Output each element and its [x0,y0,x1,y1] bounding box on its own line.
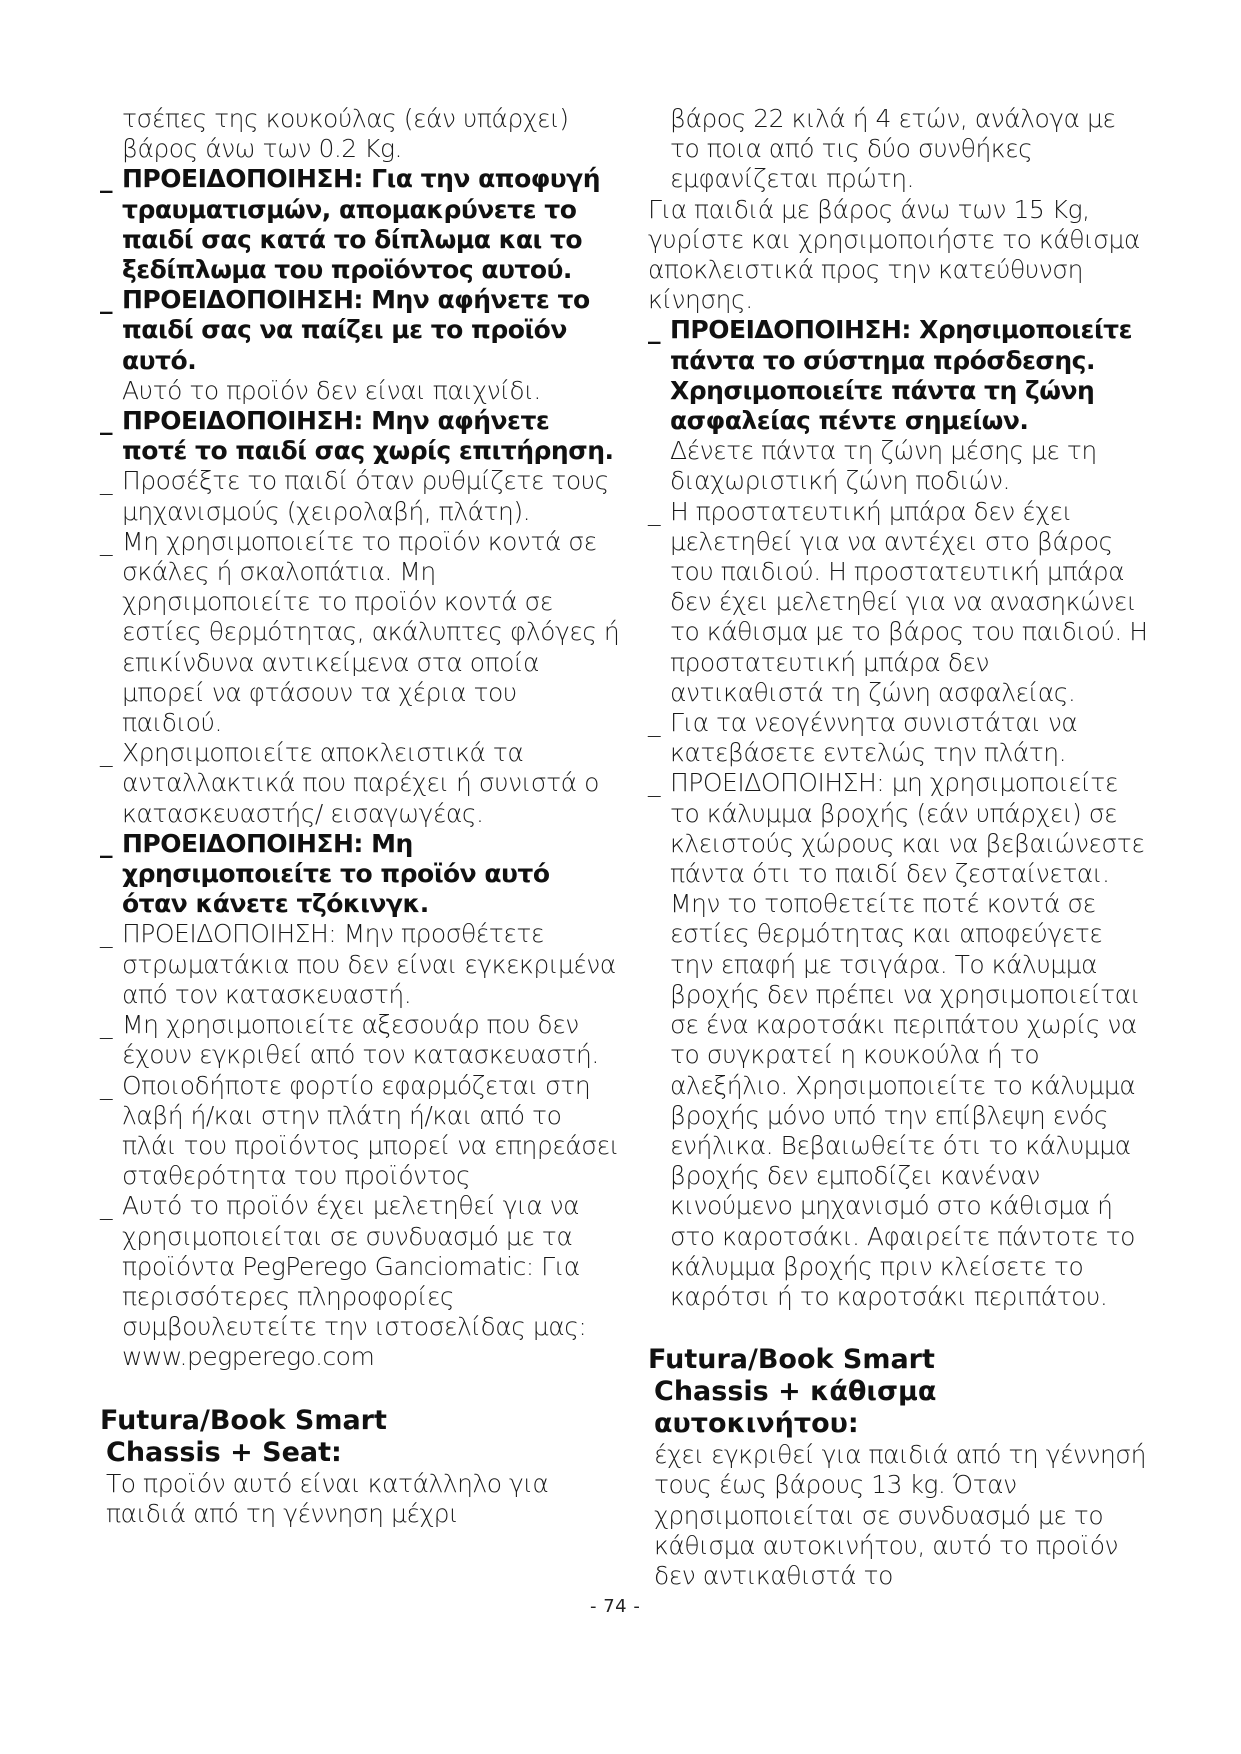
item-text: ΠΡΟΕΙΔΟΠΟΙΗΣΗ: Για την αποφυγή τραυματισμών, απομακρύνετε το παιδί σας κατά το δίπλωμα και το ξεδίπλωμα του προϊόντος αυτού. [122,164,601,285]
item-text: ΠΡΟΕΙΔΟΠΟΙΗΣΗ: Μην αφήνετε το παιδί σας να παίζει με το προϊόν αυτό. [122,285,590,375]
list-item [100,738,620,829]
left-warning-list [100,164,620,1372]
dash-bullet: _ [100,466,112,496]
right-intro-text: βάρος 22 κιλά ή 4 ετών, ανάλογα με το ποια από τις δύο συνθήκες εμφανίζεται πρώτη. [670,104,1116,194]
dash-bullet: _ [100,526,112,556]
dash-bullet: _ [100,164,112,194]
left-section-heading-1: Futura/Book Smart [100,1404,387,1436]
left-section-heading-2: Chassis + Seat: [106,1436,342,1468]
list-item [100,527,620,738]
list-item [100,1071,620,1192]
item-text: Αυτό το προϊόν έχει μελετηθεί για να χρησιμοποιείται σε συνδυασμό με τα προϊόντα PegPerego Ganciomatic: Για περισσότερες πληροφορίες συμβουλευτείτε την ιστοσελίδας μας: www.pegperego.com [122,1191,587,1372]
list-item [648,768,1148,1312]
left-section-body: Το προϊόν αυτό είναι κατάλληλο για παιδιά από τη γέννηση μέχρι [106,1468,549,1528]
warning-item [648,315,1148,436]
warning-item [100,164,620,285]
list-item [100,1191,620,1372]
warning-item [100,285,620,376]
warning-item [100,829,620,920]
dash-bullet: _ [648,708,660,738]
dash-bullet: _ [100,1191,112,1221]
right-section-heading-1: Futura/Book Smart [648,1344,935,1376]
warning-item [100,406,620,466]
page-number: - 74 - [590,1596,641,1617]
list-item [648,436,1148,496]
dash-bullet: _ [648,315,660,345]
right-column [648,104,1148,1591]
list-item [100,1010,620,1070]
item-text: ΠΡΟΕΙΔΟΠΟΙΗΣΗ: Μην προσθέτετε στρωματάκια που δεν είναι εγκεκριμένα από τον κατασκευαστή. [122,919,616,1009]
item-text: Δένετε πάντα τη ζώνη μέσης με τη διαχωριστική ζώνη ποδιών. [670,436,1097,496]
dash-bullet: _ [100,919,112,949]
list-item [100,919,620,1010]
list-item [100,466,620,526]
item-text: Αυτό το προϊόν δεν είναι παιχνίδι. [122,375,541,405]
item-text: Μη χρησιμοποιείτε το προϊόν κοντά σε σκάλες ή σκαλοπάτια. Μη χρησιμοποιείτε το προϊόν κοντά σε εστίες θερμότητας, ακάλυπτες φλόγες ή επικίνδυνα αντικείμενα στα οποία μπορεί να φτάσουν τα χέρια του παιδιού. [122,526,620,738]
item-text: Μη χρησιμοποιείτε αξεσουάρ που δεν έχουν εγκριθεί από τον κατασκευαστή. [122,1010,599,1070]
list-item [100,376,620,406]
dash-bullet: _ [648,496,660,526]
left-column [100,104,620,1529]
item-text: ΠΡΟΕΙΔΟΠΟΙΗΣΗ: Χρησιμοποιείτε πάντα το σύστημα πρόσδεσης. Χρησιμοποιείτε πάντα τη ζώνη ασφαλείας πέντε σημείων. [670,315,1133,436]
right-section-heading-2: Chassis + κάθισμα αυτοκινήτου: [654,1376,937,1440]
list-item [648,497,1148,708]
item-text: Η προστατευτική μπάρα δεν έχει μελετηθεί για να αντέχει στο βάρος του παιδιού. Η προστατευτική μπάρα δεν έχει μελετηθεί για να ανασηκώνει το κάθισμα με το βάρος του παιδιού. Η προστατευτική μπάρα δεν αντικαθιστά τη ζώνη ασφαλείας. [670,496,1148,707]
right-intro-text-2: Για παιδιά με βάρος άνω των 15 Kg, γυρίστε και χρησιμοποιήστε το κάθισμα αποκλειστικά προς την κατεύθυνση κίνησης. [648,194,1140,315]
dash-bullet: _ [100,285,112,315]
item-text: Χρησιμοποιείτε αποκλειστικά τα ανταλλακτικά που παρέχει ή συνιστά ο κατασκευαστής/ εισαγωγέας. [122,738,599,828]
dash-bullet: _ [100,406,112,436]
dash-bullet: _ [648,768,660,798]
item-text: Για τα νεογέννητα συνιστάται να κατεβάσετε εντελώς την πλάτη. [670,708,1078,768]
item-text: ΠΡΟΕΙΔΟΠΟΙΗΣΗ: μη χρησιμοποιείτε το κάλυμμα βροχής (εάν υπάρχει) σε κλειστούς χώρους και να βεβαιώνεστε πάντα ότι το παιδί δεν ζεσταίνεται. Μην το τοποθετείτε ποτέ κοντά σε εστίες θερμότητας και αποφεύγετε την επαφή με τσιγάρα. Το κάλυμμα βροχής δεν πρέπει να χρησιμοποιείται σε ένα καροτσάκι περιπάτου χωρίς να το συγκρατεί η κουκούλα ή το αλεξήλιο. Χρησιμοποιείτε το κάλυμμα βροχής μόνο υπό την επίβλεψη ενός ενήλικα. Βεβαιωθείτε ότι το κάλυμμα βροχής δεν εμποδίζει κανέναν κινούμενο μηχανισμό στο κάθισμα ή στο καροτσάκι. Αφαιρείτε πάντοτε το κάλυμμα βροχής πριν κλείσετε το καρότσι ή το καροτσάκι περιπάτου. [670,768,1145,1311]
item-text: ΠΡΟΕΙΔΟΠΟΙΗΣΗ: Μην αφήνετε ποτέ το παιδί σας χωρίς επιτήρηση. [122,406,614,466]
right-warning-list [648,315,1148,1312]
item-text: Προσέξτε το παιδί όταν ρυθμίζετε τους μηχανισμούς (χειρολαβή, πλάτη). [122,466,609,526]
list-item [648,708,1148,768]
dash-bullet: _ [100,828,112,858]
left-intro-text: τσέπες της κουκούλας (εάν υπάρχει) βάρος άνω των 0.2 Kg. [122,104,569,164]
right-section-body: έχει εγκριθεί για παιδιά από τη γέννησή τους έως βάρους 13 kg. Όταν χρησιμοποιείται σε συνδυασμό με το κάθισμα αυτοκινήτου, αυτό το προϊόν δεν αντικαθιστά το [654,1440,1146,1590]
dash-bullet: _ [100,738,112,768]
item-text: Οποιοδήποτε φορτίο εφαρμόζεται στη λαβή ή/και στην πλάτη ή/και από το πλάι του προϊόντος μπορεί να επηρεάσει σταθερότητα του προϊόντος [122,1070,619,1191]
dash-bullet: _ [100,1010,112,1040]
item-text: ΠΡΟΕΙΔΟΠΟΙΗΣΗ: Μη χρησιμοποιείτε το προϊόν αυτό όταν κάνετε τζόκινγκ. [122,828,550,919]
dash-bullet: _ [100,1070,112,1100]
